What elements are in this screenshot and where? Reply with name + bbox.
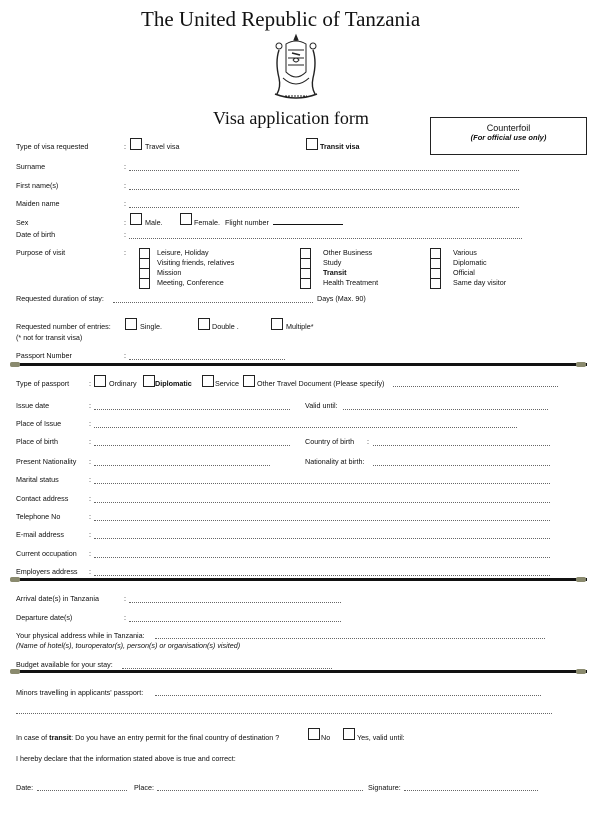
counterfoil-box — [430, 117, 587, 155]
country-of-birth-label: Country of birth — [305, 437, 355, 446]
multiple-entry-label: Multiple* — [286, 322, 314, 331]
dob-label: Date of birth — [16, 230, 56, 239]
passport-number-input[interactable] — [129, 359, 285, 360]
date-input[interactable] — [37, 790, 127, 791]
occupation-label: Current occupation — [16, 549, 77, 558]
maiden-name-input[interactable] — [129, 207, 519, 208]
diplomatic-label: Diplomatic — [155, 379, 192, 388]
male-label: Male. — [145, 218, 163, 227]
declaration-text: I hereby declare that the information stated above is true and correct: — [16, 754, 236, 763]
first-names-label: First name(s) — [16, 181, 59, 190]
place-of-issue-label: Place of Issue — [16, 419, 62, 428]
marital-status-label: Marital status — [16, 475, 59, 484]
colon: : — [124, 594, 126, 603]
section-divider — [14, 363, 587, 366]
counterfoil-note: (For official use only) — [470, 133, 547, 142]
contact-address-input[interactable] — [94, 502, 550, 503]
other-document-label: Other Travel Document (Please specify) — [257, 379, 385, 388]
transit-question — [16, 733, 279, 742]
duration-label: Requested duration of stay: — [16, 294, 104, 303]
surname-input[interactable] — [129, 170, 519, 171]
colon: : — [124, 613, 126, 622]
colon: : — [89, 475, 91, 484]
service-checkbox[interactable] — [202, 375, 214, 387]
colon: : — [124, 162, 126, 171]
double-entry-label: Double . — [212, 322, 239, 331]
arrival-input[interactable] — [129, 602, 341, 603]
purpose-option: Other Business — [323, 248, 373, 257]
transit-visa-checkbox[interactable] — [306, 138, 318, 150]
transit-yes-label: Yes, valid until: — [357, 733, 405, 742]
travel-visa-checkbox[interactable] — [130, 138, 142, 150]
colon: : — [89, 419, 91, 428]
visa-type-label: Type of visa requested — [16, 142, 89, 151]
flight-number-input[interactable] — [273, 224, 343, 225]
colon: : — [124, 181, 126, 190]
purpose-option: Diplomatic — [453, 258, 487, 267]
signature-input[interactable] — [404, 790, 538, 791]
valid-until-input[interactable] — [343, 409, 548, 410]
ordinary-label: Ordinary — [109, 379, 137, 388]
divider-cap — [10, 577, 20, 582]
country-title: The United Republic of Tanzania — [141, 7, 421, 31]
male-checkbox[interactable] — [130, 213, 142, 225]
telephone-input[interactable] — [94, 520, 550, 521]
colon: : — [124, 248, 126, 257]
other-document-checkbox[interactable] — [243, 375, 255, 387]
double-entry-checkbox[interactable] — [198, 318, 210, 330]
budget-label: Budget available for your stay: — [16, 660, 113, 669]
service-label: Service — [215, 379, 239, 388]
section-divider — [14, 578, 587, 581]
physical-address-note: (Name of hotel(s), touroperator(s), person(s) or organisation(s) visited) — [16, 641, 241, 650]
entries-label: Requested number of entries: — [16, 322, 111, 331]
maiden-name-label: Maiden name — [16, 199, 60, 208]
surname-label: Surname — [16, 162, 46, 171]
colon: : — [89, 401, 91, 410]
colon: : — [367, 437, 369, 446]
purpose-option: Visiting friends, relatives — [157, 258, 235, 267]
physical-address-label: Your physical address while in Tanzania: — [16, 631, 145, 640]
purpose-option: Health Treatment — [323, 278, 379, 287]
purpose-option: Study — [323, 258, 342, 267]
signature-label: Signature: — [368, 783, 401, 792]
single-entry-label: Single. — [140, 322, 162, 331]
colon: : — [124, 142, 126, 151]
purpose-label: Purpose of visit — [16, 248, 66, 257]
colon: : — [89, 567, 91, 576]
telephone-label: Telephone No — [16, 512, 61, 521]
colon: : — [89, 437, 91, 446]
purpose-option: Leisure, Holiday — [157, 248, 209, 257]
country-of-birth-input[interactable] — [373, 445, 550, 446]
departure-input[interactable] — [129, 621, 341, 622]
employers-address-input[interactable] — [94, 575, 550, 576]
valid-until-label: Valid until: — [305, 401, 338, 410]
purpose-checkbox[interactable] — [300, 278, 311, 289]
email-input[interactable] — [94, 538, 550, 539]
passport-type-label: Type of passport — [16, 379, 70, 388]
colon: : — [89, 379, 91, 388]
colon: : — [124, 230, 126, 239]
divider-cap — [576, 669, 586, 674]
nationality-at-birth-label: Nationality at birth: — [305, 457, 365, 466]
place-of-issue-input[interactable] — [94, 427, 517, 428]
flight-number-label: Flight number — [225, 218, 269, 227]
purpose-option: Same day visitor — [453, 278, 507, 287]
purpose-option: Mission — [157, 268, 182, 277]
employers-address-label: Employers address — [16, 567, 78, 576]
diplomatic-checkbox[interactable] — [143, 375, 155, 387]
transit-no-checkbox[interactable] — [308, 728, 320, 740]
email-label: E-mail address — [16, 530, 64, 539]
transit-question-keyword: transit — [49, 733, 72, 742]
dob-input[interactable] — [129, 238, 522, 239]
issue-date-input[interactable] — [94, 409, 290, 410]
present-nationality-input[interactable] — [94, 465, 270, 466]
colon: : — [89, 549, 91, 558]
passport-number-label: Passport Number — [16, 351, 72, 360]
form-title: Visa application form — [213, 108, 369, 128]
ordinary-checkbox[interactable] — [94, 375, 106, 387]
transit-yes-checkbox[interactable] — [343, 728, 355, 740]
marital-status-input[interactable] — [94, 483, 550, 484]
divider-cap — [10, 362, 20, 367]
place-of-birth-label: Place of birth — [16, 437, 58, 446]
multiple-entry-checkbox[interactable] — [271, 318, 283, 330]
colon: : — [124, 218, 126, 227]
place-of-birth-input[interactable] — [94, 445, 290, 446]
other-document-input[interactable] — [393, 386, 558, 387]
colon: : — [124, 199, 126, 208]
departure-label: Departure date(s) — [16, 613, 73, 622]
nationality-at-birth-input[interactable] — [373, 465, 550, 466]
counterfoil-title: Counterfoil — [486, 123, 531, 133]
duration-input[interactable] — [113, 302, 313, 303]
purpose-checkbox[interactable] — [430, 278, 441, 289]
colon: : — [124, 351, 126, 360]
divider-cap — [10, 669, 20, 674]
section-divider — [14, 670, 587, 673]
purpose-option: Various — [453, 248, 477, 257]
date-label: Date: — [16, 783, 34, 792]
transit-question-prefix: In case of — [16, 733, 50, 742]
transit-no-label: No — [321, 733, 331, 742]
purpose-option: Official — [453, 268, 475, 277]
duration-days-note: Days (Max. 90) — [317, 294, 366, 303]
arrival-label: Arrival date(s) in Tanzania — [16, 594, 99, 603]
coat-of-arms-emblem — [265, 32, 327, 104]
purpose-option: Meeting, Conference — [157, 278, 224, 287]
place-input[interactable] — [157, 790, 363, 791]
colon: : — [89, 512, 91, 521]
colon: : — [89, 530, 91, 539]
physical-address-input[interactable] — [155, 638, 545, 639]
single-entry-checkbox[interactable] — [125, 318, 137, 330]
minors-input[interactable] — [155, 695, 541, 696]
contact-address-label: Contact address — [16, 494, 69, 503]
purpose-option: Transit — [323, 268, 347, 277]
present-nationality-label: Present Nationality — [16, 457, 77, 466]
occupation-input[interactable] — [94, 557, 550, 558]
minors-input-line2[interactable] — [16, 713, 552, 714]
budget-input[interactable] — [122, 668, 332, 669]
minors-label: Minors travelling in applicants' passport: — [16, 688, 144, 697]
transit-visa-label: Transit visa — [320, 142, 360, 151]
female-label: Female. — [194, 218, 220, 227]
divider-cap — [576, 362, 586, 367]
colon: : — [89, 457, 91, 466]
divider-cap — [576, 577, 586, 582]
entries-note: (* not for transit visa) — [16, 333, 83, 342]
colon: : — [89, 494, 91, 503]
transit-question-text: : Do you have an entry permit for the final country of destination ? — [71, 733, 280, 742]
female-checkbox[interactable] — [180, 213, 192, 225]
purpose-checkbox[interactable] — [139, 278, 150, 289]
place-label: Place: — [134, 783, 154, 792]
travel-visa-label: Travel visa — [145, 142, 180, 151]
issue-date-label: Issue date — [16, 401, 50, 410]
sex-label: Sex — [16, 218, 29, 227]
first-names-input[interactable] — [129, 189, 519, 190]
